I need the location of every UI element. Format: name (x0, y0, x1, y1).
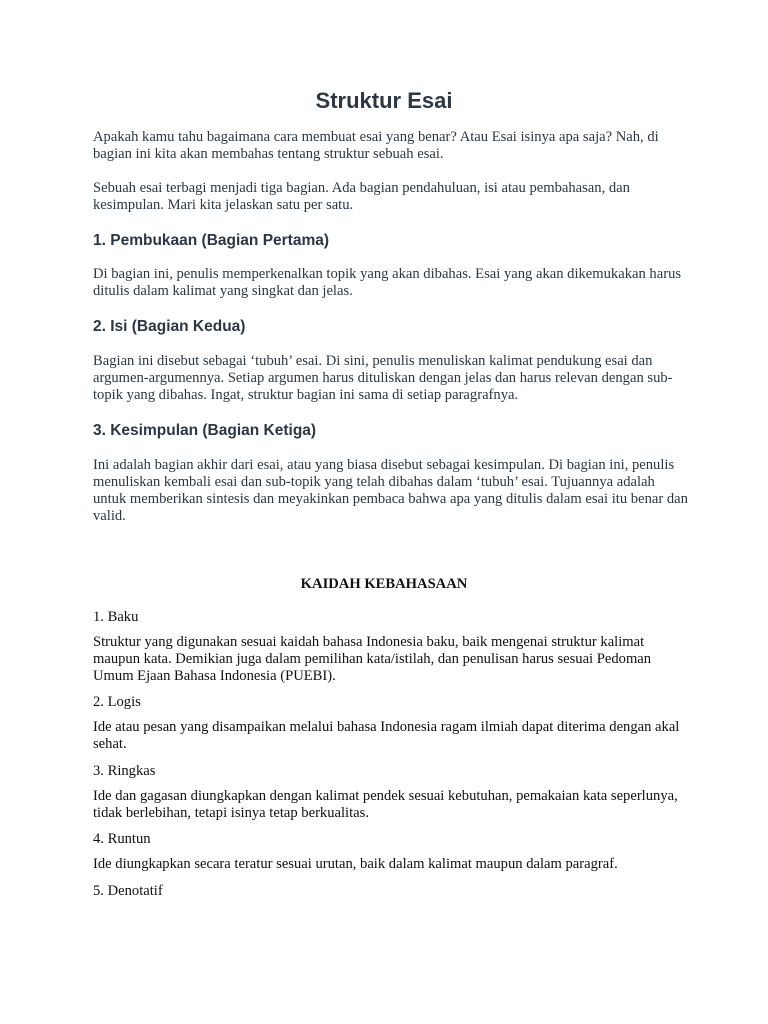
section-text-kesimpulan: Ini adalah bagian akhir dari esai, atau yang biasa disebut sebagai kesimpulan. Di bagian ini, penulis menuliskan kembali esai dan sub-topik yang telah dibahas dalam ‘tubuh’ esai. Tujuannya adalah untuk memberikan sintesis dan meyakinkan pembaca bahwa apa yang ditulis dalam esai itu benar dan valid. (93, 457, 688, 524)
section-text-pembukaan: Di bagian ini, penulis memperkenalkan topik yang akan dibahas. Esai yang akan dikemukakan harus ditulis dalam kalimat yang singkat dan jelas. (93, 266, 682, 299)
page-title: Struktur Esai (315, 88, 453, 113)
kaidah-item-label-logis: 2. Logis (93, 694, 141, 710)
kaidah-item-label-denotatif: 5. Denotatif (93, 883, 163, 899)
section-heading-isi: 2. Isi (Bagian Kedua) (93, 318, 246, 335)
kaidah-item-text-baku: Struktur yang digunakan sesuai kaidah bahasa Indonesia baku, baik mengenai struktur kalimat maupun kata. Demikian juga dalam pemilihan kata/istilah, dan penulisan harus sesuai Pedoman Umum Ejaan Bahasa Indonesia (PUEBI). (93, 634, 652, 684)
section-text-isi: Bagian ini disebut sebagai ‘tubuh’ esai. Di sini, penulis menuliskan kalimat pendukung esai dan argumen-argumennya. Setiap argumen harus dituliskan dengan jelas dan harus relevan dengan sub-topik yang dibahas. Ingat, struktur bagian ini sama di setiap paragrafnya. (93, 353, 673, 403)
kaidah-heading: KAIDAH KEBAHASAAN (300, 576, 468, 592)
intro-paragraph-1: Apakah kamu tahu bagaimana cara membuat esai yang benar? Atau Esai isinya apa saja? Nah, di bagian ini kita akan membahas tentang struktur sebuah esai. (93, 129, 659, 162)
intro-paragraph-2: Sebuah esai terbagi menjadi tiga bagian. Ada bagian pendahuluan, isi atau pembahasan, dan kesimpulan. Mari kita jelaskan satu per satu. (93, 180, 630, 213)
kaidah-item-text-ringkas: Ide dan gagasan diungkapkan dengan kalimat pendek sesuai kebutuhan, pemakaian kata seperlunya, tidak berlebihan, tetapi isinya tetap berkualitas. (93, 788, 678, 821)
section-heading-pembukaan: 1. Pembukaan (Bagian Pertama) (93, 232, 330, 249)
kaidah-item-label-baku: 1. Baku (93, 609, 139, 625)
kaidah-item-label-ringkas: 3. Ringkas (93, 763, 156, 779)
kaidah-item-text-logis: Ide atau pesan yang disampaikan melalui bahasa Indonesia ragam ilmiah dapat diterima dengan akal sehat. (93, 719, 680, 752)
section-heading-kesimpulan: 3. Kesimpulan (Bagian Ketiga) (93, 422, 317, 439)
kaidah-item-label-runtun: 4. Runtun (93, 831, 151, 847)
kaidah-item-text-runtun: Ide diungkapkan secara teratur sesuai urutan, baik dalam kalimat maupun dalam paragraf. (93, 856, 618, 872)
